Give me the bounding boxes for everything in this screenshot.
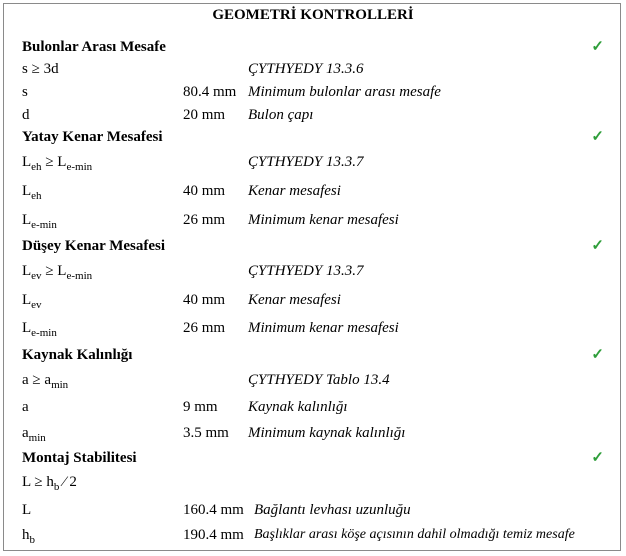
value-row xyxy=(22,525,612,545)
section-heading: Montaj Stabilitesi xyxy=(22,450,137,466)
section-heading: Bulonlar Arası Mesafe xyxy=(22,39,166,55)
value-row xyxy=(22,423,612,443)
check-icon: ✓ xyxy=(591,238,604,254)
condition-row xyxy=(22,472,612,492)
section-weld-thickness xyxy=(22,345,612,365)
value-row xyxy=(22,82,612,102)
value: 3.5 mm xyxy=(183,425,229,441)
code-reference: ÇYTHYEDY 13.3.7 xyxy=(248,154,364,170)
code-reference: ÇYTHYEDY 13.3.6 xyxy=(248,61,364,77)
section-heading: Yatay Kenar Mesafesi xyxy=(22,129,163,145)
condition: $a \ge a_{min}$ xyxy=(22,372,69,391)
value: 26 mm xyxy=(183,212,226,228)
symbol: $L_{e-min}$ xyxy=(22,212,57,231)
condition-row xyxy=(22,261,612,281)
symbol: $L_{eh}$ xyxy=(22,183,42,202)
page-title: GEOMETRİ KONTROLLERİ xyxy=(212,7,414,23)
check-icon: ✓ xyxy=(591,347,604,363)
symbol: $h_b$ xyxy=(22,527,35,546)
condition-row xyxy=(22,152,612,172)
code-reference: ÇYTHYEDY Tablo 13.4 xyxy=(248,372,390,388)
value-row xyxy=(22,318,612,338)
condition: $L_{eh} \ge L_{e-min}$ xyxy=(22,154,93,173)
value: 40 mm xyxy=(183,292,226,308)
symbol: L xyxy=(22,502,32,518)
check-icon: ✓ xyxy=(591,129,604,145)
value: 9 mm xyxy=(183,399,218,415)
value-row xyxy=(22,397,612,417)
section-horizontal-edge xyxy=(22,127,612,147)
value: 26 mm xyxy=(183,320,226,336)
symbol: $L_{e-min}$ xyxy=(22,320,57,339)
symbol: d xyxy=(22,107,30,123)
check-icon: ✓ xyxy=(591,450,604,466)
value-row xyxy=(22,290,612,310)
symbol: s xyxy=(22,84,28,100)
check-icon: ✓ xyxy=(591,39,604,55)
symbol: $L_{ev}$ xyxy=(22,292,42,311)
value: 40 mm xyxy=(183,183,226,199)
description: Kaynak kalınlığı xyxy=(248,399,348,415)
section-heading: Düşey Kenar Mesafesi xyxy=(22,238,166,254)
condition: $L_{ev} \ge L_{e-min}$ xyxy=(22,263,93,282)
value: 190.4 mm xyxy=(183,527,244,543)
description: Bağlantı levhası uzunluğu xyxy=(254,502,411,518)
description: Kenar mesafesi xyxy=(248,292,341,308)
section-vertical-edge xyxy=(22,236,612,256)
description: Başlıklar arası köşe açısının dahil olmadığı temiz mesafe xyxy=(254,527,575,542)
symbol: a xyxy=(22,399,29,415)
value: 80.4 mm xyxy=(183,84,237,100)
value-row xyxy=(22,181,612,201)
condition-row xyxy=(22,59,612,79)
value-row xyxy=(22,500,612,520)
description: Kenar mesafesi xyxy=(248,183,341,199)
symbol: $a_{min}$ xyxy=(22,425,46,444)
section-heading: Kaynak Kalınlığı xyxy=(22,347,133,363)
value: 160.4 mm xyxy=(183,502,244,518)
section-assembly-stability xyxy=(22,448,612,468)
condition-row xyxy=(22,370,612,390)
value-row xyxy=(22,210,612,230)
description: Minimum bulonlar arası mesafe xyxy=(248,84,441,100)
value-row xyxy=(22,105,612,125)
code-reference: ÇYTHYEDY 13.3.7 xyxy=(248,263,364,279)
description: Minimum kaynak kalınlığı xyxy=(248,425,406,441)
description: Minimum kenar mesafesi xyxy=(248,320,399,336)
description: Bulon çapı xyxy=(248,107,314,123)
condition: s ≥ 3d xyxy=(22,61,59,77)
section-bolt-spacing xyxy=(22,37,612,57)
condition: $L \ge h_b$ ⁄ 2 xyxy=(22,474,77,493)
value: 20 mm xyxy=(183,107,226,123)
description: Minimum kenar mesafesi xyxy=(248,212,399,228)
